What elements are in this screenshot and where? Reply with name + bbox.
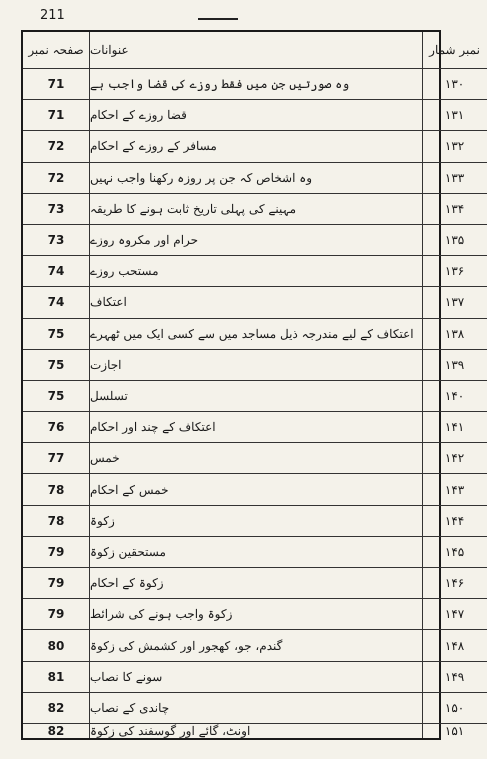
toc-serial-number: ۱۳۸ [423, 319, 487, 350]
toc-title: حرام اور مکروہ روزے [90, 225, 423, 256]
header-title: عنوانات [90, 32, 423, 69]
toc-title: اونٹ، گائے اور گوسفند کی زکوۃ [90, 724, 423, 738]
toc-serial-number: ۱۵۰ [423, 693, 487, 724]
toc-title: اعتکاف کے چند اور احکام [90, 412, 423, 443]
toc-title: اجازت [90, 350, 423, 381]
toc-serial-number: ۱۵۱ [444, 723, 465, 738]
toc-page-number: 82 [23, 724, 90, 738]
toc-serial-number: ۱۳۹ [423, 350, 487, 381]
toc-title: قضا روزے کے احکام [90, 100, 423, 131]
toc-page-number: 75 [23, 319, 90, 350]
toc-page-number: 71 [23, 69, 90, 100]
toc-title: خمس کے احکام [90, 474, 423, 505]
toc-table [21, 30, 480, 740]
toc-page-number: 71 [23, 100, 90, 131]
toc-page-number: 79 [23, 599, 90, 630]
toc-page-number: 75 [23, 350, 90, 381]
toc-serial-number: ۱۴۳ [423, 474, 487, 505]
toc-serial-number: ۱۳۷ [423, 287, 487, 318]
toc-page-number: 79 [23, 568, 90, 599]
toc-page-number: 75 [23, 381, 90, 412]
toc-serial-number: ۱۳۰ [423, 69, 487, 100]
toc-serial-number: ۱۴۴ [423, 506, 487, 537]
toc-title: خمس [90, 443, 423, 474]
toc-title: وہ اشخاص کہ جن پر روزہ رکھنا واجب نہیں [90, 163, 423, 194]
toc-title: اعتکاف [90, 287, 423, 318]
toc-serial-number: ۱۴۰ [423, 381, 487, 412]
toc-serial-number: ۱۳۵ [423, 225, 487, 256]
toc-page-number: 80 [23, 630, 90, 661]
toc-title: چاندی کے نصاب [90, 693, 423, 724]
toc-serial-number: ۱۴۹ [423, 662, 487, 693]
toc-page-number: 82 [23, 693, 90, 724]
toc-title: سونے کا نصاب [90, 662, 423, 693]
toc-title: مسافر کے روزے کے احکام [90, 131, 423, 162]
toc-serial-number: ۱۴۷ [423, 599, 487, 630]
header-page: صفحہ نمبر [23, 32, 90, 69]
page-number: 211 [40, 8, 65, 23]
toc-serial-number: ۱۳۱ [423, 100, 487, 131]
toc-title: مستحقین زکوۃ [90, 537, 423, 568]
toc-page-number: 72 [23, 131, 90, 162]
toc-title: مستحب روزے [90, 256, 423, 287]
toc-title: زکوۃ [90, 506, 423, 537]
header-number: نمبر شمار [423, 32, 487, 69]
toc-serial-number: ۱۳۲ [423, 131, 487, 162]
toc-page-number: 78 [23, 474, 90, 505]
toc-serial-number: ۱۴۸ [423, 630, 487, 661]
toc-title: زکوۃ کے احکام [90, 568, 423, 599]
toc-page-number: 77 [23, 443, 90, 474]
toc-title: مہینے کی پہلی تاریخ ثابت ہونے کا طریقہ [90, 194, 423, 225]
toc-page-number: 78 [23, 506, 90, 537]
toc-title: وہ صورتیں جن میں فقط روزے کی قضا واجب ہے [90, 69, 423, 100]
toc-page-number: 76 [23, 412, 90, 443]
toc-title: گندم، جو، کھجور اور کشمش کی زکوۃ [90, 630, 423, 661]
toc-serial-number: ۱۳۴ [423, 194, 487, 225]
toc-serial-number: ۱۴۱ [423, 412, 487, 443]
toc-page-number: 72 [23, 163, 90, 194]
toc-grid [23, 32, 480, 738]
toc-page-number: 74 [23, 256, 90, 287]
toc-page-number: 79 [23, 537, 90, 568]
toc-title: زکوۃ واجب ہونے کی شرائط [90, 599, 423, 630]
toc-page-number: 73 [23, 225, 90, 256]
header-decoration [198, 12, 238, 20]
toc-page-number: 73 [23, 194, 90, 225]
toc-page-number: 74 [23, 287, 90, 318]
toc-serial-number: ۱۴۲ [423, 443, 487, 474]
toc-page-number: 81 [23, 662, 90, 693]
toc-title: تسلسل [90, 381, 423, 412]
toc-serial-number: ۱۴۵ [423, 537, 487, 568]
toc-serial-number: ۱۳۶ [423, 256, 487, 287]
toc-serial-number: ۱۴۶ [423, 568, 487, 599]
toc-serial-number: ۱۳۳ [423, 163, 487, 194]
toc-title: اعتکاف کے لیے مندرجہ ذیل مساجد میں سے کسی ایک میں ٹھہرے [90, 319, 423, 350]
